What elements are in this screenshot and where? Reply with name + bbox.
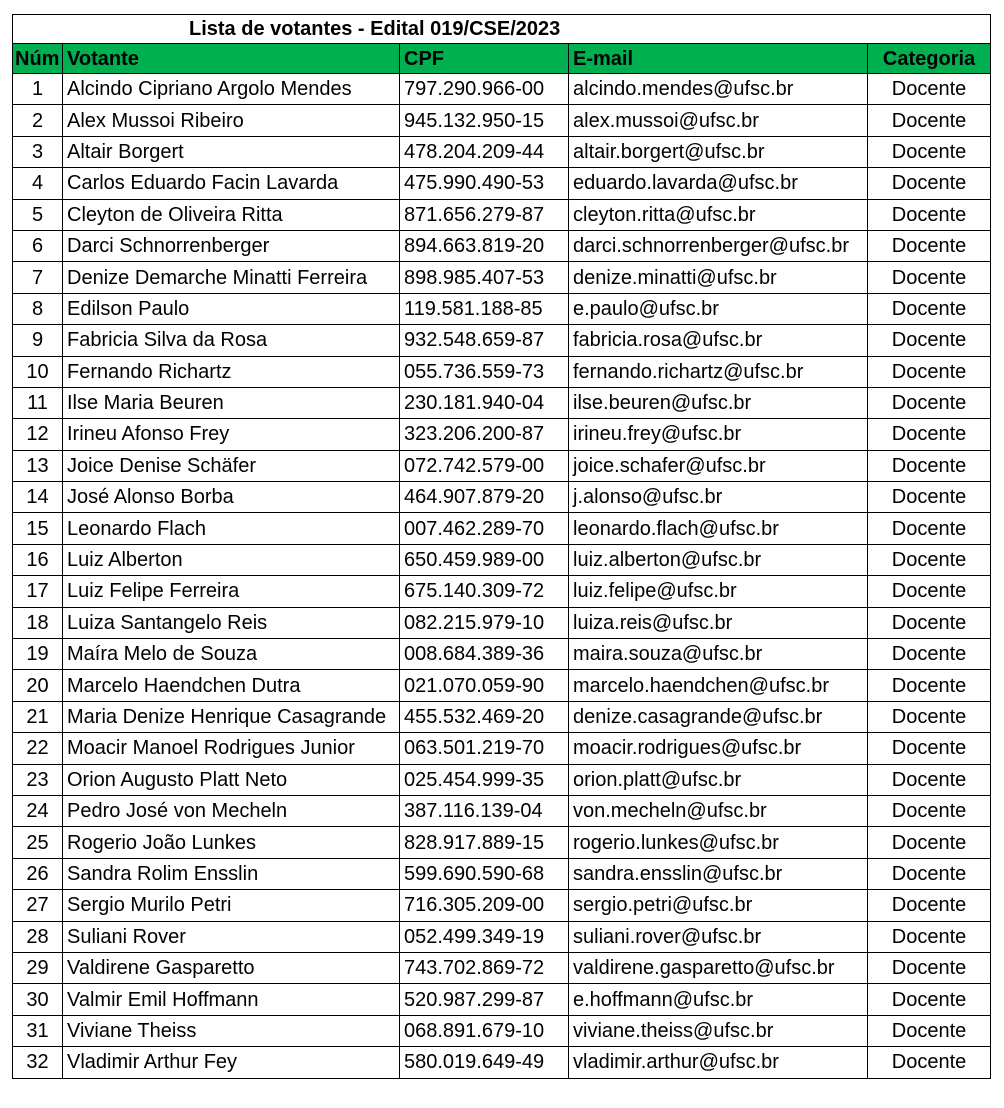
cell-categoria: Docente xyxy=(868,827,991,858)
table-row xyxy=(13,921,991,952)
cell-votante: Suliani Rover xyxy=(63,921,400,952)
cell-categoria: Docente xyxy=(868,482,991,513)
cell-categoria: Docente xyxy=(868,168,991,199)
cell-email: leonardo.flach@ufsc.br xyxy=(569,513,868,544)
cell-email: sergio.petri@ufsc.br xyxy=(569,890,868,921)
cell-categoria: Docente xyxy=(868,450,991,481)
cell-email: alex.mussoi@ufsc.br xyxy=(569,105,868,136)
cell-cpf: 475.990.490-53 xyxy=(400,168,569,199)
cell-cpf: 021.070.059-90 xyxy=(400,670,569,701)
cell-cpf: 052.499.349-19 xyxy=(400,921,569,952)
table-row xyxy=(13,450,991,481)
cell-num: 9 xyxy=(13,325,63,356)
cell-email: fabricia.rosa@ufsc.br xyxy=(569,325,868,356)
table-row xyxy=(13,952,991,983)
cell-categoria: Docente xyxy=(868,544,991,575)
cell-categoria: Docente xyxy=(868,639,991,670)
cell-num: 11 xyxy=(13,387,63,418)
cell-num: 21 xyxy=(13,701,63,732)
cell-categoria: Docente xyxy=(868,952,991,983)
cell-cpf: 797.290.966-00 xyxy=(400,74,569,105)
cell-categoria: Docente xyxy=(868,701,991,732)
cell-email: sandra.ensslin@ufsc.br xyxy=(569,858,868,889)
cell-num: 14 xyxy=(13,482,63,513)
cell-cpf: 520.987.299-87 xyxy=(400,984,569,1015)
cell-num: 16 xyxy=(13,544,63,575)
cell-categoria: Docente xyxy=(868,105,991,136)
cell-email: irineu.frey@ufsc.br xyxy=(569,419,868,450)
cell-email: moacir.rodrigues@ufsc.br xyxy=(569,733,868,764)
cell-votante: José Alonso Borba xyxy=(63,482,400,513)
cell-num: 1 xyxy=(13,74,63,105)
cell-cpf: 675.140.309-72 xyxy=(400,576,569,607)
cell-categoria: Docente xyxy=(868,136,991,167)
cell-num: 18 xyxy=(13,607,63,638)
cell-email: fernando.richartz@ufsc.br xyxy=(569,356,868,387)
cell-num: 28 xyxy=(13,921,63,952)
cell-categoria: Docente xyxy=(868,733,991,764)
cell-cpf: 007.462.289-70 xyxy=(400,513,569,544)
cell-cpf: 828.917.889-15 xyxy=(400,827,569,858)
cell-num: 10 xyxy=(13,356,63,387)
cell-votante: Rogerio João Lunkes xyxy=(63,827,400,858)
table-row xyxy=(13,1047,991,1078)
cell-email: altair.borgert@ufsc.br xyxy=(569,136,868,167)
cell-cpf: 055.736.559-73 xyxy=(400,356,569,387)
cell-cpf: 025.454.999-35 xyxy=(400,764,569,795)
cell-num: 8 xyxy=(13,293,63,324)
cell-email: luiz.alberton@ufsc.br xyxy=(569,544,868,575)
cell-votante: Alcindo Cipriano Argolo Mendes xyxy=(63,74,400,105)
cell-votante: Marcelo Haendchen Dutra xyxy=(63,670,400,701)
table-row xyxy=(13,419,991,450)
cell-email: viviane.theiss@ufsc.br xyxy=(569,1015,868,1046)
cell-votante: Carlos Eduardo Facin Lavarda xyxy=(63,168,400,199)
cell-num: 4 xyxy=(13,168,63,199)
table-row xyxy=(13,701,991,732)
cell-categoria: Docente xyxy=(868,325,991,356)
cell-num: 7 xyxy=(13,262,63,293)
table-row xyxy=(13,733,991,764)
table-row xyxy=(13,984,991,1015)
cell-email: darci.schnorrenberger@ufsc.br xyxy=(569,230,868,261)
table-row xyxy=(13,544,991,575)
cell-num: 31 xyxy=(13,1015,63,1046)
cell-num: 6 xyxy=(13,230,63,261)
cell-categoria: Docente xyxy=(868,230,991,261)
cell-email: ilse.beuren@ufsc.br xyxy=(569,387,868,418)
cell-cpf: 580.019.649-49 xyxy=(400,1047,569,1078)
table-row xyxy=(13,890,991,921)
cell-categoria: Docente xyxy=(868,607,991,638)
cell-num: 29 xyxy=(13,952,63,983)
table-row xyxy=(13,607,991,638)
cell-num: 5 xyxy=(13,199,63,230)
cell-email: valdirene.gasparetto@ufsc.br xyxy=(569,952,868,983)
voter-list-body xyxy=(13,15,991,1079)
cell-votante: Fabricia Silva da Rosa xyxy=(63,325,400,356)
cell-num: 32 xyxy=(13,1047,63,1078)
cell-categoria: Docente xyxy=(868,387,991,418)
cell-votante: Moacir Manoel Rodrigues Junior xyxy=(63,733,400,764)
table-row xyxy=(13,513,991,544)
cell-cpf: 323.206.200-87 xyxy=(400,419,569,450)
cell-cpf: 230.181.940-04 xyxy=(400,387,569,418)
cell-num: 26 xyxy=(13,858,63,889)
cell-cpf: 894.663.819-20 xyxy=(400,230,569,261)
cell-email: orion.platt@ufsc.br xyxy=(569,764,868,795)
cell-num: 24 xyxy=(13,795,63,826)
cell-categoria: Docente xyxy=(868,764,991,795)
cell-num: 2 xyxy=(13,105,63,136)
cell-categoria: Docente xyxy=(868,795,991,826)
cell-votante: Fernando Richartz xyxy=(63,356,400,387)
cell-cpf: 898.985.407-53 xyxy=(400,262,569,293)
cell-votante: Sandra Rolim Ensslin xyxy=(63,858,400,889)
cell-cpf: 387.116.139-04 xyxy=(400,795,569,826)
cell-categoria: Docente xyxy=(868,858,991,889)
cell-cpf: 478.204.209-44 xyxy=(400,136,569,167)
cell-num: 23 xyxy=(13,764,63,795)
cell-num: 17 xyxy=(13,576,63,607)
cell-votante: Alex Mussoi Ribeiro xyxy=(63,105,400,136)
column-header-cpf: CPF xyxy=(400,44,569,74)
cell-categoria: Docente xyxy=(868,356,991,387)
cell-email: denize.minatti@ufsc.br xyxy=(569,262,868,293)
cell-cpf: 599.690.590-68 xyxy=(400,858,569,889)
cell-email: alcindo.mendes@ufsc.br xyxy=(569,74,868,105)
cell-votante: Denize Demarche Minatti Ferreira xyxy=(63,262,400,293)
cell-cpf: 716.305.209-00 xyxy=(400,890,569,921)
cell-votante: Sergio Murilo Petri xyxy=(63,890,400,921)
cell-votante: Cleyton de Oliveira Ritta xyxy=(63,199,400,230)
cell-votante: Valdirene Gasparetto xyxy=(63,952,400,983)
cell-email: denize.casagrande@ufsc.br xyxy=(569,701,868,732)
column-header-num: Núm xyxy=(13,44,63,74)
cell-cpf: 455.532.469-20 xyxy=(400,701,569,732)
cell-cpf: 068.891.679-10 xyxy=(400,1015,569,1046)
cell-votante: Ilse Maria Beuren xyxy=(63,387,400,418)
cell-cpf: 945.132.950-15 xyxy=(400,105,569,136)
table-row xyxy=(13,387,991,418)
table-row xyxy=(13,199,991,230)
cell-email: suliani.rover@ufsc.br xyxy=(569,921,868,952)
cell-categoria: Docente xyxy=(868,1047,991,1078)
cell-categoria: Docente xyxy=(868,576,991,607)
table-row xyxy=(13,1015,991,1046)
cell-votante: Luiza Santangelo Reis xyxy=(63,607,400,638)
header-row xyxy=(13,44,991,74)
table-row xyxy=(13,795,991,826)
cell-num: 3 xyxy=(13,136,63,167)
cell-num: 12 xyxy=(13,419,63,450)
table-row xyxy=(13,858,991,889)
table-row xyxy=(13,576,991,607)
cell-categoria: Docente xyxy=(868,890,991,921)
cell-votante: Joice Denise Schäfer xyxy=(63,450,400,481)
cell-email: e.hoffmann@ufsc.br xyxy=(569,984,868,1015)
cell-num: 27 xyxy=(13,890,63,921)
cell-email: rogerio.lunkes@ufsc.br xyxy=(569,827,868,858)
cell-email: von.mecheln@ufsc.br xyxy=(569,795,868,826)
cell-categoria: Docente xyxy=(868,1015,991,1046)
cell-num: 15 xyxy=(13,513,63,544)
table-row xyxy=(13,74,991,105)
cell-categoria: Docente xyxy=(868,262,991,293)
cell-email: marcelo.haendchen@ufsc.br xyxy=(569,670,868,701)
cell-email: cleyton.ritta@ufsc.br xyxy=(569,199,868,230)
cell-categoria: Docente xyxy=(868,74,991,105)
cell-cpf: 072.742.579-00 xyxy=(400,450,569,481)
column-header-email: E-mail xyxy=(569,44,868,74)
cell-categoria: Docente xyxy=(868,984,991,1015)
cell-categoria: Docente xyxy=(868,293,991,324)
cell-email: maira.souza@ufsc.br xyxy=(569,639,868,670)
column-header-votante: Votante xyxy=(63,44,400,74)
cell-votante: Darci Schnorrenberger xyxy=(63,230,400,261)
cell-num: 13 xyxy=(13,450,63,481)
cell-num: 20 xyxy=(13,670,63,701)
cell-votante: Maria Denize Henrique Casagrande xyxy=(63,701,400,732)
cell-votante: Luiz Alberton xyxy=(63,544,400,575)
cell-email: luiza.reis@ufsc.br xyxy=(569,607,868,638)
table-row xyxy=(13,639,991,670)
table-row xyxy=(13,670,991,701)
cell-email: j.alonso@ufsc.br xyxy=(569,482,868,513)
cell-categoria: Docente xyxy=(868,419,991,450)
cell-categoria: Docente xyxy=(868,921,991,952)
cell-votante: Valmir Emil Hoffmann xyxy=(63,984,400,1015)
cell-votante: Altair Borgert xyxy=(63,136,400,167)
sheet-title: Lista de votantes - Edital 019/CSE/2023 xyxy=(13,15,991,44)
cell-votante: Vladimir Arthur Fey xyxy=(63,1047,400,1078)
cell-cpf: 119.581.188-85 xyxy=(400,293,569,324)
table-row xyxy=(13,482,991,513)
cell-votante: Maíra Melo de Souza xyxy=(63,639,400,670)
cell-email: e.paulo@ufsc.br xyxy=(569,293,868,324)
cell-num: 25 xyxy=(13,827,63,858)
cell-num: 22 xyxy=(13,733,63,764)
cell-votante: Luiz Felipe Ferreira xyxy=(63,576,400,607)
cell-email: luiz.felipe@ufsc.br xyxy=(569,576,868,607)
voter-list-table xyxy=(12,14,991,1079)
cell-cpf: 063.501.219-70 xyxy=(400,733,569,764)
table-row xyxy=(13,168,991,199)
cell-num: 19 xyxy=(13,639,63,670)
table-row xyxy=(13,293,991,324)
table-row xyxy=(13,136,991,167)
cell-email: joice.schafer@ufsc.br xyxy=(569,450,868,481)
table-row xyxy=(13,230,991,261)
cell-cpf: 871.656.279-87 xyxy=(400,199,569,230)
table-row xyxy=(13,105,991,136)
title-row xyxy=(13,15,991,44)
cell-categoria: Docente xyxy=(868,199,991,230)
cell-votante: Leonardo Flach xyxy=(63,513,400,544)
cell-cpf: 464.907.879-20 xyxy=(400,482,569,513)
table-row xyxy=(13,764,991,795)
cell-votante: Pedro José von Mecheln xyxy=(63,795,400,826)
cell-cpf: 743.702.869-72 xyxy=(400,952,569,983)
cell-votante: Edilson Paulo xyxy=(63,293,400,324)
cell-cpf: 650.459.989-00 xyxy=(400,544,569,575)
cell-cpf: 932.548.659-87 xyxy=(400,325,569,356)
cell-email: eduardo.lavarda@ufsc.br xyxy=(569,168,868,199)
column-header-categoria: Categoria xyxy=(868,44,991,74)
cell-categoria: Docente xyxy=(868,513,991,544)
cell-votante: Irineu Afonso Frey xyxy=(63,419,400,450)
cell-categoria: Docente xyxy=(868,670,991,701)
table-row xyxy=(13,827,991,858)
cell-votante: Orion Augusto Platt Neto xyxy=(63,764,400,795)
cell-votante: Viviane Theiss xyxy=(63,1015,400,1046)
table-row xyxy=(13,325,991,356)
table-row xyxy=(13,262,991,293)
cell-num: 30 xyxy=(13,984,63,1015)
table-row xyxy=(13,356,991,387)
cell-email: vladimir.arthur@ufsc.br xyxy=(569,1047,868,1078)
cell-cpf: 082.215.979-10 xyxy=(400,607,569,638)
cell-cpf: 008.684.389-36 xyxy=(400,639,569,670)
